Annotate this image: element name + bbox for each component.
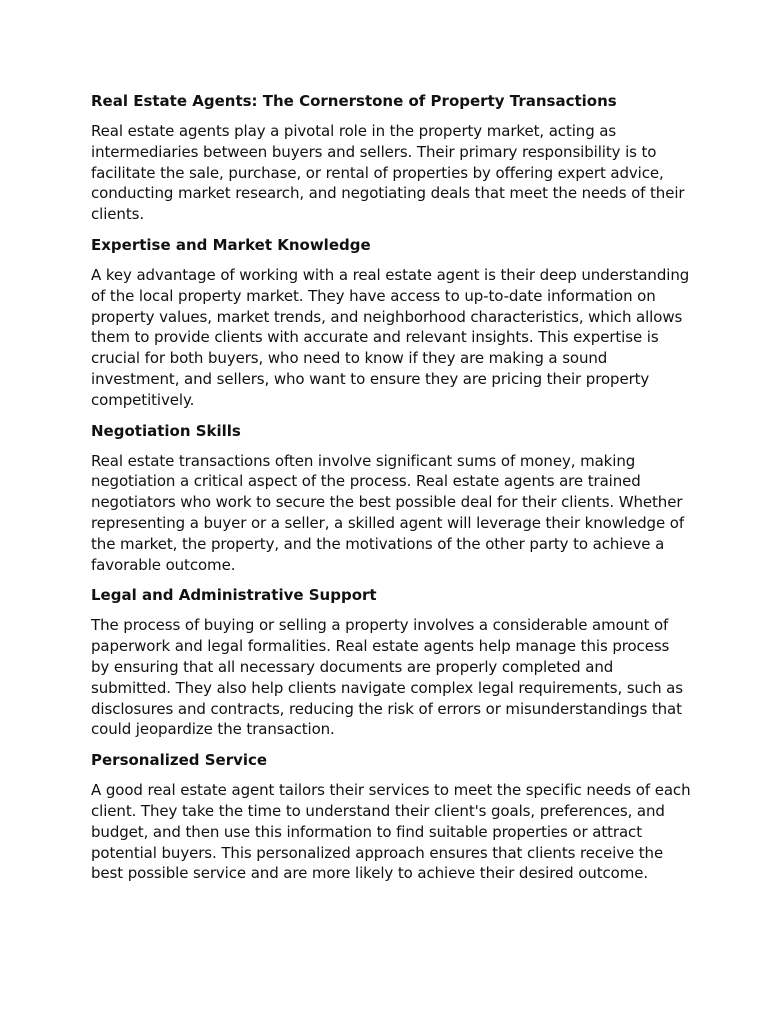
section-body-negotiation: Real estate transactions often involve significant sums of money, making negotiation a critical aspect of the process. Real estate agents are trained negotiators who work to secure the best possible deal for their clients. Whether representing a buyer or a seller, a skilled agent will leverage their knowledge of the market, the property, and the motivations of the other party to achieve a favorable outcome. [91,451,685,574]
section-body-personalized: A good real estate agent tailors their services to meet the specific needs of each client. They take the time to understand their client's goals, preferences, and budget, and then use this information to find suitable properties or attract potential buyers. This personalized approach ensures that clients receive the best possible service and are more likely to achieve their desired outcome. [91,781,691,883]
section-body-legal: The process of buying or selling a property involves a considerable amount of paperwork and legal formalities. Real estate agents help manage this process by ensuring that all necessary documents are properly completed and submitted. They also help clients navigate complex legal requirements, such as disclosures and contracts, reducing the risk of errors or misunderstandings that could jeopardize the transaction. [91,616,683,739]
section-heading-legal: Legal and Administrative Support [91,586,377,605]
intro-paragraph: Real estate agents play a pivotal role in the property market, acting as intermediaries between buyers and sellers. Their primary responsibility is to facilitate the sale, purchase, or rental of properties by offering expert advice, conducting market research, and negotiating deals that meet the needs of their clients. [91,122,685,224]
section-heading-personalized: Personalized Service [91,751,268,770]
document-page [91,90,691,884]
document-title: Real Estate Agents: The Cornerstone of Property Transactions [91,92,617,110]
section-heading-negotiation: Negotiation Skills [91,421,241,440]
section-heading-expertise: Expertise and Market Knowledge [91,235,371,254]
section-body-expertise: A key advantage of working with a real estate agent is their deep understanding of the local property market. They have access to up-to-date information on property values, market trends, and neighborhood characteristics, which allows them to provide clients with accurate and relevant insights. This expertise is crucial for both buyers, who need to know if they are making a sound investment, and sellers, who want to ensure they are pricing their property competitively. [91,265,690,409]
